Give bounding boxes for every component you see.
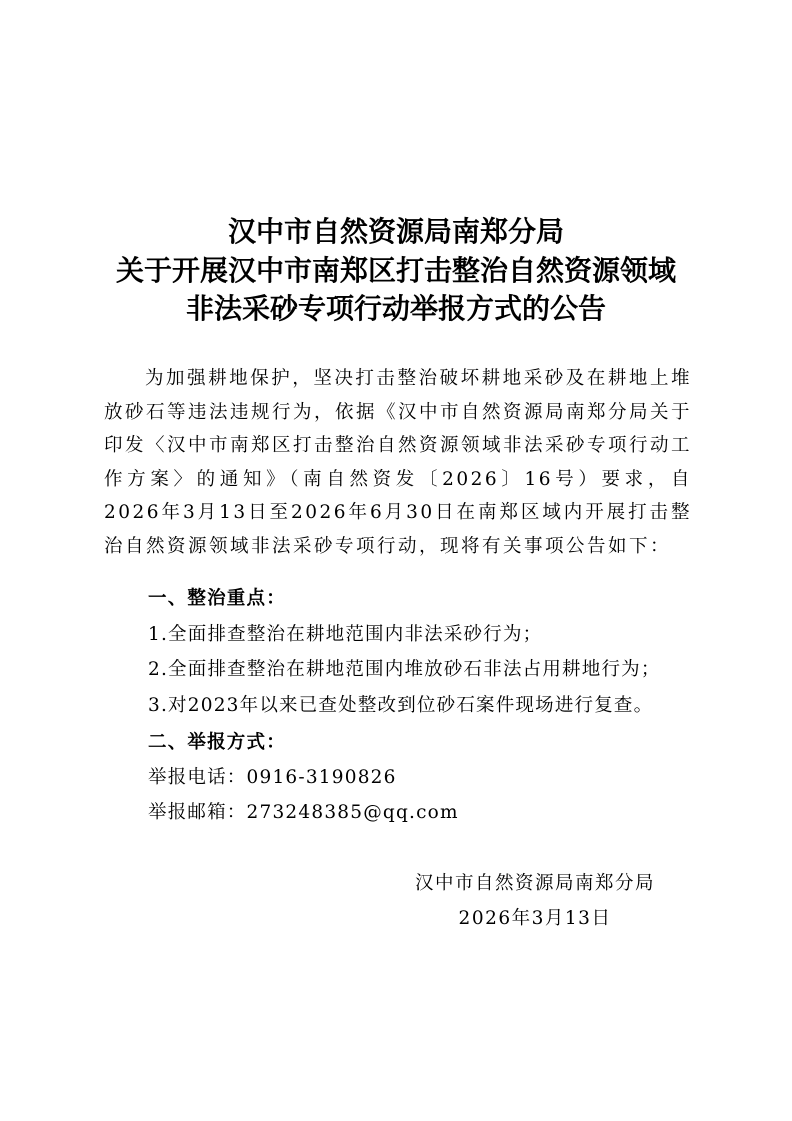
section-heading-report: 二、举报方式： [148,732,286,753]
intro-paragraph: 为加强耕地保护，坚决打击整治破坏耕地采砂及在耕地上堆放砂石等违法违规行为，依据《汉中市自然资源局南郑分局关于印发〈汉中市南郑区打击整治自然资源领域非法采砂专项行动工作方案〉的通知》（南自然资发〔2026〕16号）要求，自2026年3月13日至2026年6月30日在南郑区域内开展打击整治自然资源领域非法采砂专项行动，现将有关事项公告如下： [104,368,693,557]
signature-org: 汉中市自然资源局南郑分局 [414,873,655,894]
title-line-3: 非法采砂专项行动举报方式的公告 [185,292,606,325]
section-heading-focus: 一、整治重点： [148,588,286,609]
focus-item-2: 2.全面排查整治在耕地范围内堆放砂石非法占用耕地行为； [148,659,661,680]
report-email: 举报邮箱：273248385@qq.com [148,802,459,823]
focus-item-1: 1.全面排查整治在耕地范围内非法采砂行为； [148,624,543,645]
title-line-1: 汉中市自然资源局南郑分局 [227,215,564,248]
focus-item-3: 3.对2023年以来已查处整改到位砂石案件现场进行复查。 [148,695,654,716]
title-line-2: 关于开展汉中市南郑区打击整治自然资源领域 [115,254,676,287]
report-phone: 举报电话：0916-3190826 [148,767,397,788]
signature-date: 2026年3月13日 [458,908,612,929]
